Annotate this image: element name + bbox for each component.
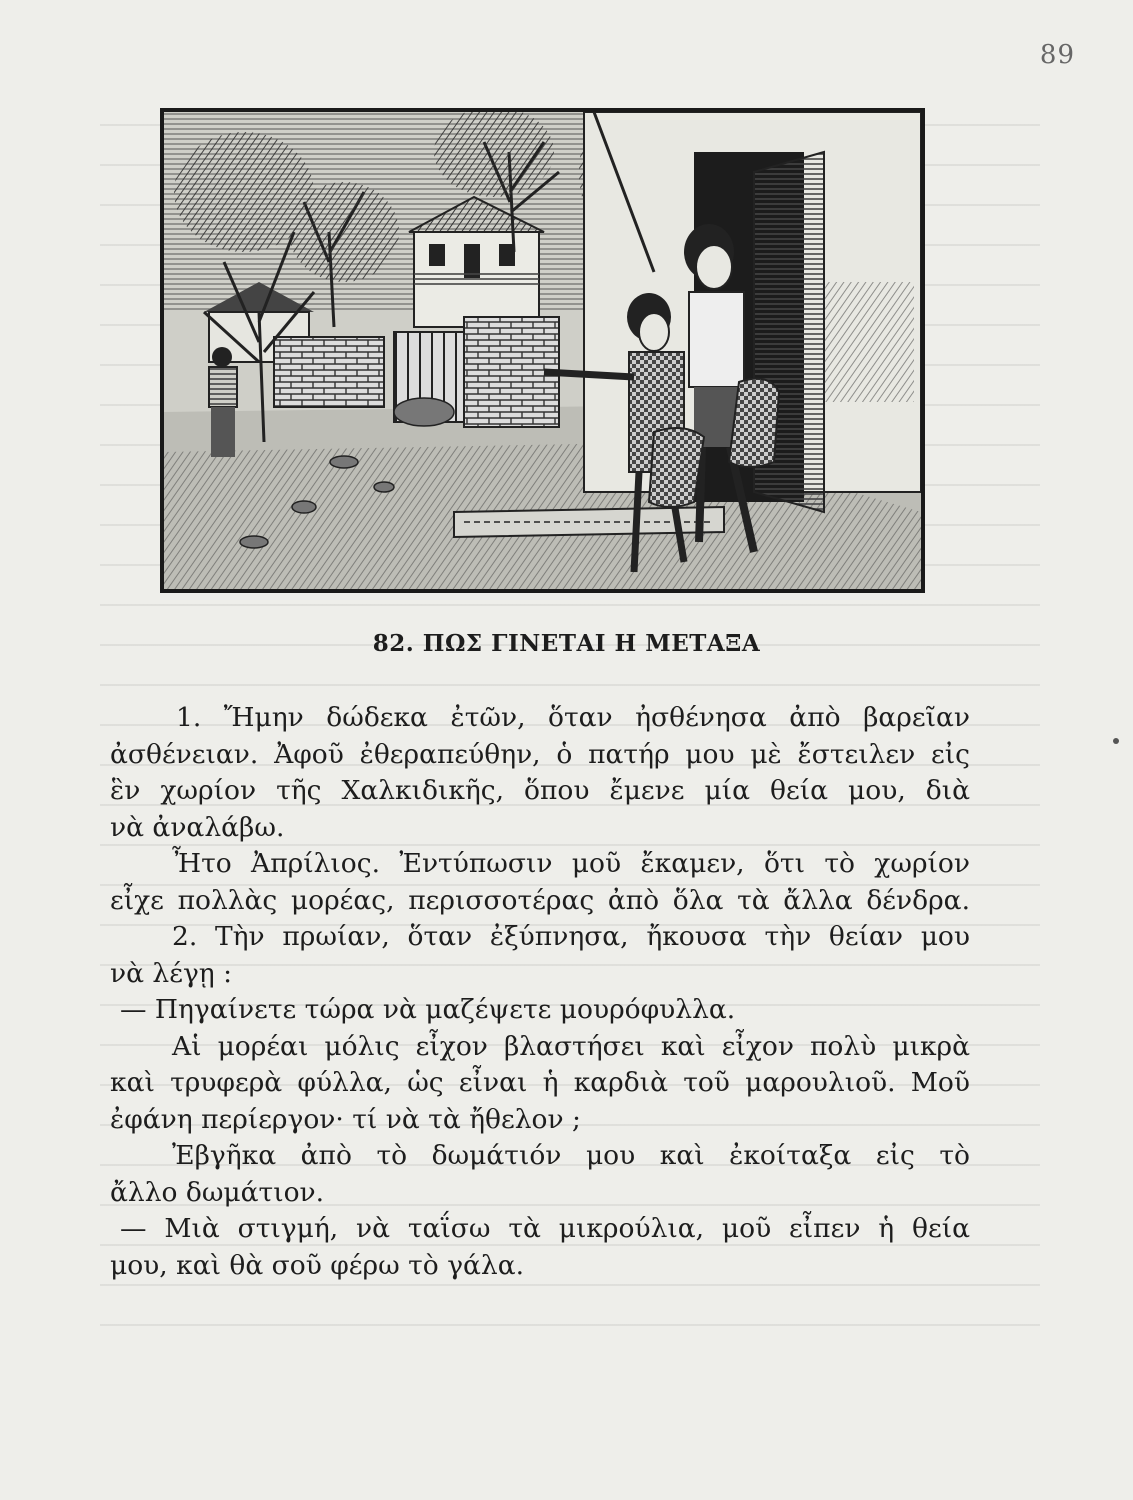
woodcut-village-scene-icon — [164, 112, 921, 589]
text-line: ἐφάνη περίεργον· τί νὰ τὰ ἤθελον ; — [110, 1103, 581, 1135]
page-number: 89 — [1039, 40, 1075, 70]
illustration — [160, 108, 925, 593]
text-line: νὰ λέγῃ : — [110, 957, 233, 989]
text-line: νὰ ἀναλάβω. — [110, 811, 285, 843]
text-line: ἀσθένειαν. Ἀφοῦ ἐθεραπεύθην, ὁ πατήρ μου μὲ ἔστειλεν εἰς — [110, 738, 970, 770]
text-line: 1. Ἤμην δώδεκα ἐτῶν, ὅταν ἠσθένησα ἀπὸ βαρεῖαν — [176, 702, 970, 733]
text-line: εἶχε πολλὰς μορέας, περισσοτέρας ἀπὸ ὅλα τὰ ἄλλα δένδρα. — [110, 884, 970, 916]
chapter-title: 82. ΠΩΣ ΓΙΝΕΤΑΙ Η ΜΕΤΑΞΑ — [372, 630, 761, 657]
text-line: — Μιὰ στιγμή, νὰ ταΐσω τὰ μικρούλια, μοῦ εἶπεν ἡ θεία — [120, 1213, 970, 1244]
text-line: ἄλλο δωμάτιον. — [110, 1176, 325, 1208]
margin-dot — [1113, 738, 1119, 744]
body-text — [110, 700, 970, 1284]
text-line: Ἦτο Ἀπρίλιος. Ἐντύπωσιν μοῦ ἔκαμεν, ὅτι τὸ χωρίον — [172, 848, 970, 879]
text-line: 2. Τὴν πρωίαν, ὅταν ἐξύπνησα, ἤκουσα τὴν θείαν μου — [172, 921, 970, 952]
text-line: καὶ τρυφερὰ φύλλα, ὡς εἶναι ἡ καρδιὰ τοῦ μαρουλιοῦ. Μοῦ — [110, 1067, 970, 1098]
text-line: μου, καὶ θὰ σοῦ φέρω τὸ γάλα. — [110, 1249, 525, 1281]
text-line: Αἱ μορέαι μόλις εἶχον βλαστήσει καὶ εἶχον πολὺ μικρὰ — [172, 1030, 970, 1062]
text-line: — Πηγαίνετε τώρα νὰ μαζέψετε μουρόφυλλα. — [120, 994, 736, 1025]
text-line: ἓν χωρίον τῆς Χαλκιδικῆς, ὅπου ἔμενε μία θεία μου, διὰ — [110, 775, 970, 806]
text-line: Ἐβγῆκα ἀπὸ τὸ δωμάτιόν μου καὶ ἐκοίταξα εἰς τὸ — [172, 1140, 970, 1171]
